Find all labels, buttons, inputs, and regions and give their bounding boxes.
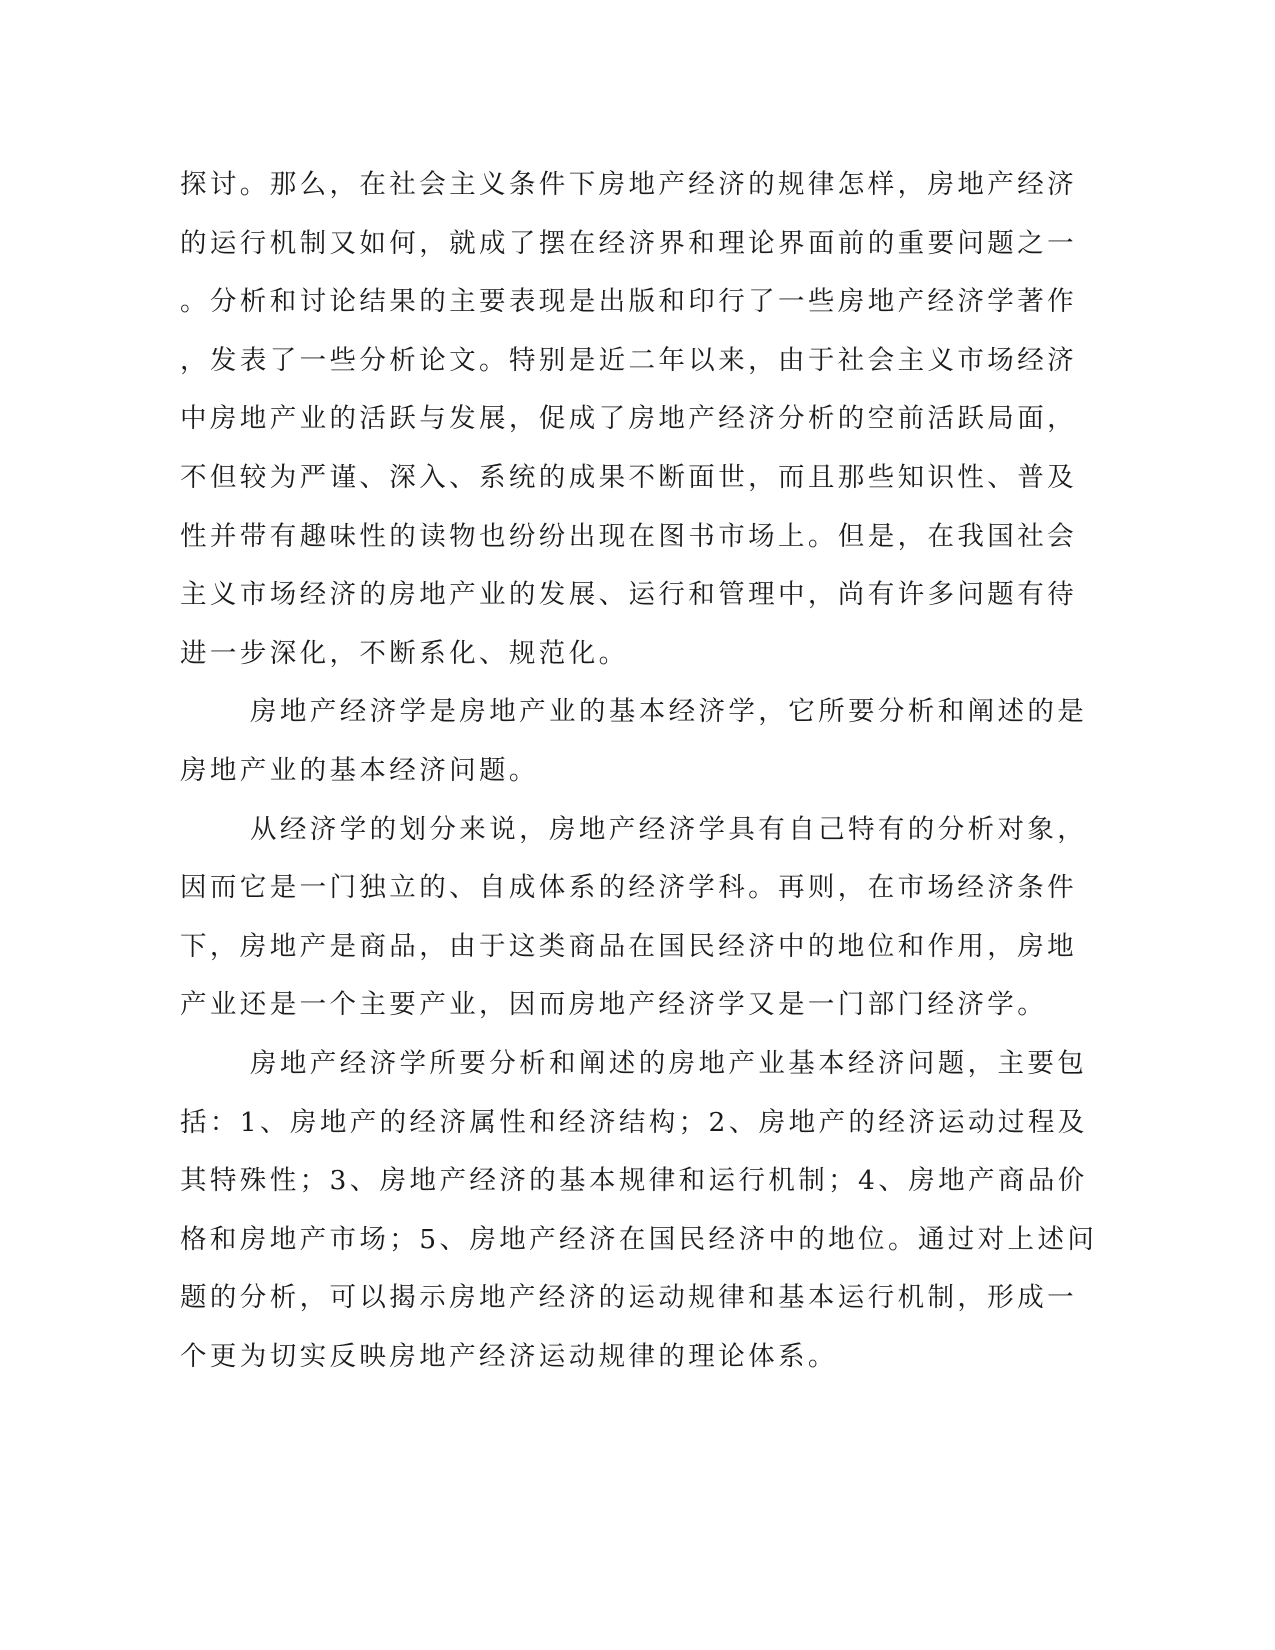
- paragraph-3: [180, 801, 1088, 1035]
- text-line: 个更为切实反映房地产经济运动规律的理论体系。: [180, 1340, 838, 1372]
- text-line: 的运行机制又如何，就成了摆在经济界和理论界面前的重要问题之一: [180, 227, 1077, 259]
- text-line: 其特殊性；3、房地产经济的基本规律和运行机制；4、房地产商品价: [180, 1165, 1088, 1197]
- text-line: 因而它是一门独立的、自成体系的经济学科。再则，在市场经济条件: [180, 872, 1077, 904]
- text-line: 产业还是一个主要产业，因而房地产经济学又是一门部门经济学。: [180, 989, 1048, 1021]
- text-line: 下，房地产是商品，由于这类商品在国民经济中的地位和作用，房地: [180, 930, 1077, 962]
- text-line: 性并带有趣味性的读物也纷纷出现在图书市场上。但是，在我国社会: [180, 520, 1077, 552]
- paragraph-4: [180, 1035, 1098, 1387]
- text-line: 房地产经济学所要分析和阐述的房地产业基本经济问题，主要包: [250, 1047, 1088, 1079]
- text-line: 题的分析，可以揭示房地产经济的运动规律和基本运行机制，形成一: [180, 1282, 1077, 1314]
- text-line: 房地产经济学是房地产业的基本经济学，它所要分析和阐述的是: [250, 696, 1088, 728]
- paragraph-1: [180, 156, 1077, 683]
- paragraph-2: [180, 683, 1088, 800]
- text-line: ，发表了一些分析论文。特别是近二年以来，由于社会主义市场经济: [180, 344, 1077, 376]
- text-line: 中房地产业的活跃与发展，促成了房地产经济分析的空前活跃局面，: [180, 403, 1077, 435]
- text-line: 主义市场经济的房地产业的发展、运行和管理中，尚有许多问题有待: [180, 579, 1077, 611]
- text-line: 探讨。那么，在社会主义条件下房地产经济的规律怎样，房地产经济: [180, 169, 1077, 200]
- text-line: 房地产业的基本经济问题。: [180, 754, 539, 786]
- text-line: 。分析和讨论结果的主要表现是出版和印行了一些房地产经济学著作: [180, 286, 1077, 318]
- text-line: 不但较为严谨、深入、系统的成果不断面世，而且那些知识性、普及: [180, 461, 1077, 493]
- text-line: 进一步深化，不断系化、规范化。: [180, 637, 629, 669]
- text-line: 括：1、房地产的经济属性和经济结构；2、房地产的经济运动过程及: [180, 1106, 1088, 1138]
- text-line: 从经济学的划分来说，房地产经济学具有自己特有的分析对象，: [250, 813, 1088, 845]
- body-text: [180, 156, 1098, 1386]
- text-line: 格和房地产市场；5、房地产经济在国民经济中的地位。通过对上述问: [180, 1223, 1098, 1255]
